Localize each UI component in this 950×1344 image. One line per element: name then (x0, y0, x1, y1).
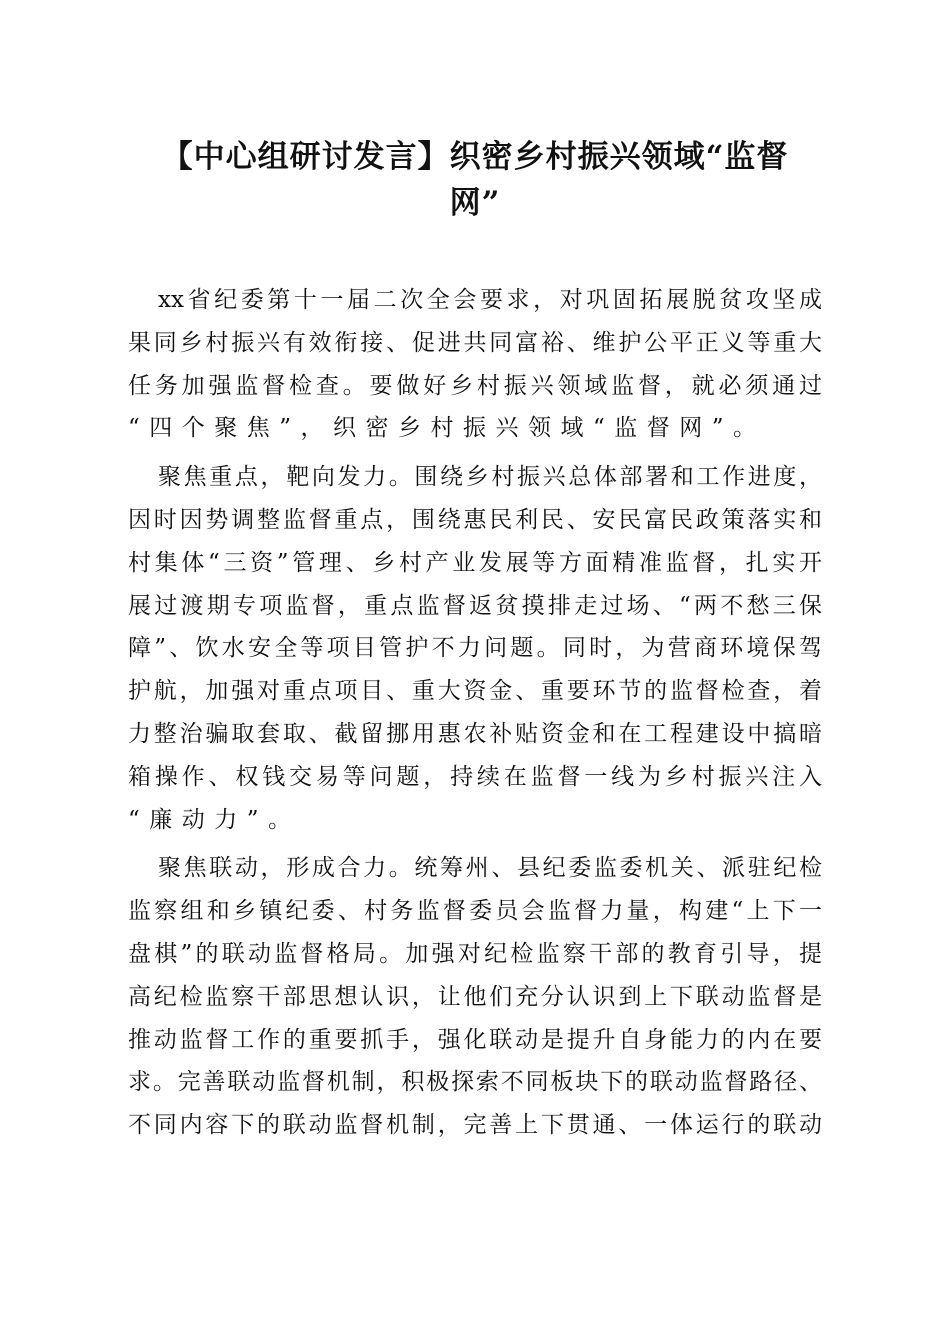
text-line: 果同乡村振兴有效衔接、促进共同富裕、维护公平正义等重大 (128, 329, 822, 356)
text-line: 任务加强监督检查。要做好乡村振兴领域监督，就必须通过 (128, 372, 822, 399)
text-line: 因时因势调整监督重点，围绕惠民利民、安民富民政策落实和 (128, 506, 822, 533)
text-line: 展过渡期专项监督，重点监督返贫摸排走过场、“两不愁三保 (128, 592, 822, 619)
text-line: 箱操作、权钱交易等问题，持续在监督一线为乡村振兴注入 (128, 763, 822, 790)
text-line: 求。完善联动监督机制，积极探索不同板块下的联动监督路径、 (128, 1069, 822, 1096)
text-line: 聚焦重点，靶向发力。围绕乡村振兴总体部署和工作进度， (158, 464, 822, 491)
text-line: 聚焦联动，形成合力。统筹州、县纪委监委机关、派驻纪检 (158, 855, 822, 882)
title-line: 【中心组研讨发言】织密乡村振兴领域“监督 (161, 139, 789, 175)
text-line: 盘棋”的联动监督格局。加强对纪检监察干部的教育引导，提 (128, 940, 822, 967)
paragraph-intro (128, 279, 822, 450)
document-title (90, 134, 860, 226)
text-line: 护航，加强对重点项目、重大资金、重要环节的监督检查，着 (128, 678, 822, 705)
text-line: xx省纪委第十一届二次全会要求，对巩固拓展脱贫攻坚成 (158, 287, 822, 313)
text-line: 高纪检监察干部思想认识，让他们充分认识到上下联动监督是 (128, 983, 822, 1010)
document-body (128, 279, 822, 1153)
text-line: 监察组和乡镇纪委、村务监督委员会监督力量，构建“上下一 (128, 898, 822, 925)
text-line: 力整治骗取套取、截留挪用惠农补贴资金和在工程建设中搞暗 (128, 720, 822, 747)
text-line: 障”、饮水安全等项目管护不力问题。同时，为营商环境保驾 (128, 635, 822, 662)
text-line: 不同内容下的联动监督机制，完善上下贯通、一体运行的联动 (128, 1112, 822, 1139)
title-line: 网” (449, 185, 501, 221)
text-line: 推动监督工作的重要抓手，强化联动是提升自身能力的内在要 (128, 1026, 822, 1053)
text-line: 村集体“三资”管理、乡村产业发展等方面精准监督，扎实开 (128, 549, 822, 576)
paragraph-focus-key-points (128, 456, 822, 841)
text-line: “四个聚焦”，织密乡村振兴领域“监督网”。 (128, 415, 766, 442)
text-line: “廉动力”。 (128, 806, 301, 833)
paragraph-focus-linkage (128, 847, 822, 1147)
